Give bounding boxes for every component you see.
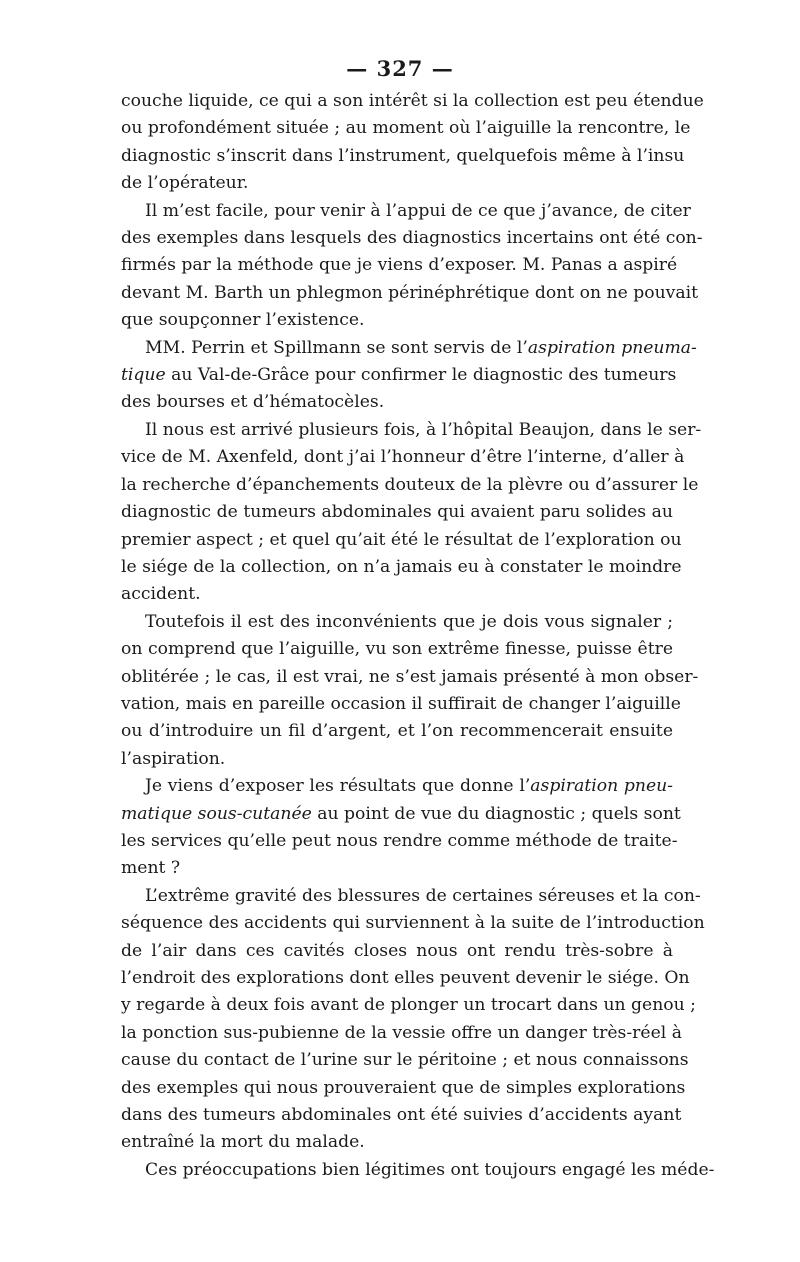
text-line: l’aspiration. bbox=[121, 748, 226, 769]
text-line: que soupçonner l’existence. bbox=[121, 310, 365, 331]
text-line: Il m’est facile, pour venir à l’appui de ce que j’avance, de citer bbox=[145, 200, 691, 221]
text-line: diagnostic s’inscrit dans l’instrument, quelquefois même à l’insu bbox=[121, 145, 685, 166]
text-line: dans des tumeurs abdominales ont été suivies d’accidents ayant bbox=[121, 1105, 682, 1126]
paragraph bbox=[121, 417, 702, 609]
text-line: on comprend que l’aiguille, vu son extrême finesse, puisse être bbox=[121, 639, 673, 660]
text-line: entraîné la mort du malade. bbox=[121, 1132, 365, 1153]
text-line: MM. Perrin et Spillmann se sont servis de l’aspiration pneuma- bbox=[145, 337, 697, 358]
paragraph bbox=[121, 609, 699, 773]
text-line: Je viens d’exposer les résultats que donne l’aspiration pneu- bbox=[145, 776, 673, 797]
text-line: devant M. Barth un phlegmon périnéphrétique dont on ne pouvait bbox=[121, 282, 699, 303]
text-line: accident. bbox=[121, 584, 201, 605]
text-line: L’extrême gravité des blessures de certaines séreuses et la con- bbox=[145, 885, 701, 906]
text-line: ment ? bbox=[121, 858, 181, 879]
text-line: cause du contact de l’urine sur le péritoine ; et nous connaissons bbox=[121, 1050, 689, 1071]
page-number: — 327 — bbox=[346, 56, 454, 81]
text-line: Ces préoccupations bien légitimes ont toujours engagé les méde- bbox=[145, 1159, 715, 1180]
text-line: la ponction sus-pubienne de la vessie offre un danger très-réel à bbox=[121, 1022, 682, 1043]
text-line: le siége de la collection, on n’a jamais eu à constater le moindre bbox=[121, 556, 682, 577]
text-line: des exemples dans lesquels des diagnostics incertains ont été con- bbox=[121, 228, 703, 249]
text-line: firmés par la méthode que je viens d’exposer. M. Panas a aspiré bbox=[121, 255, 678, 276]
text-line: y regarde à deux fois avant de plonger un trocart dans un genou ; bbox=[121, 995, 696, 1016]
paragraph bbox=[121, 88, 704, 198]
text-line: vice de M. Axenfeld, dont j’ai l’honneur d’être l’interne, d’aller à bbox=[121, 447, 685, 468]
text-line: des exemples qui nous prouveraient que de simples explorations bbox=[121, 1077, 686, 1098]
text-line: ou profondément située ; au moment où l’aiguille la rencontre, le bbox=[121, 118, 691, 139]
paragraph bbox=[121, 335, 697, 417]
text-line: matique sous-cutanée au point de vue du diagnostic ; quels sont bbox=[121, 803, 681, 824]
page-body-text bbox=[121, 88, 715, 1184]
text-line: Toutefois il est des inconvénients que je dois vous signaler ; bbox=[145, 611, 673, 632]
text-line: séquence des accidents qui surviennent à la suite de l’introduction bbox=[121, 913, 705, 934]
text-line: ou d’introduire un fil d’argent, et l’on recommencerait ensuite bbox=[121, 721, 673, 742]
text-line: de l’air dans ces cavités closes nous ont rendu très-sobre à bbox=[121, 940, 673, 961]
text-line: couche liquide, ce qui a son intérêt si la collection est peu étendue bbox=[121, 91, 704, 111]
text-line: vation, mais en pareille occasion il suffirait de changer l’aiguille bbox=[121, 693, 681, 714]
paragraph bbox=[121, 773, 681, 883]
text-line: diagnostic de tumeurs abdominales qui avaient paru solides au bbox=[121, 502, 673, 523]
text-line: l’endroit des explorations dont elles peuvent devenir le siége. On bbox=[121, 968, 690, 988]
text-line: de l’opérateur. bbox=[121, 173, 249, 194]
text-line: des bourses et d’hématocèles. bbox=[121, 392, 385, 413]
text-line: premier aspect ; et quel qu’ait été le résultat de l’exploration ou bbox=[121, 529, 682, 550]
paragraph bbox=[121, 883, 705, 1157]
text-line: les services qu’elle peut nous rendre comme méthode de traite- bbox=[121, 830, 678, 851]
text-line: Il nous est arrivé plusieurs fois, à l’hôpital Beaujon, dans le ser- bbox=[145, 419, 702, 440]
text-line: la recherche d’épanchements douteux de la plèvre ou d’assurer le bbox=[121, 474, 699, 495]
text-line: oblitérée ; le cas, il est vrai, ne s’est jamais présenté à mon obser- bbox=[121, 666, 699, 687]
paragraph bbox=[121, 198, 703, 335]
paragraph bbox=[121, 1157, 715, 1184]
text-line: tique au Val-de-Grâce pour confirmer le diagnostic des tumeurs bbox=[121, 365, 677, 386]
